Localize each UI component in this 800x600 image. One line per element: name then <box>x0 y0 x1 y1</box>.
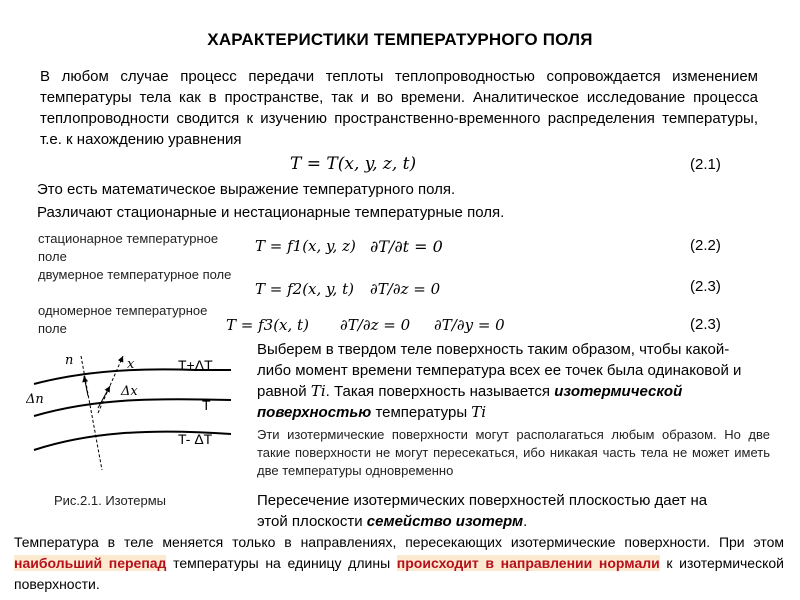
x-direction-line <box>98 356 123 413</box>
derivative-2-3a: ∂T/∂z = 0 <box>370 280 441 298</box>
equation-2-2-number: (2.2) <box>690 237 721 254</box>
formula-2-2: T = f1(x, y, z) <box>255 237 356 255</box>
derivative-2-3b-z: ∂T/∂z = 0 <box>340 316 411 334</box>
page-title: ХАРАКТЕРИСТИКИ ТЕМПЕРАТУРНОГО ПОЛЯ <box>207 30 593 49</box>
ti-symbol-2: Ti <box>471 403 487 421</box>
intersection-term: семейство изотерм <box>366 513 524 530</box>
bottom-part2: температуры на единицу длины <box>173 555 391 571</box>
bottom-part1: Температура в теле меняется только в направлениях, пересекающих изотермические поверхности. При этом <box>14 534 784 550</box>
equation-2-1: T = T(x, y, z, t) <box>290 154 417 174</box>
label-n: n <box>65 353 74 368</box>
highlight-largest-drop: наибольший перепад <box>14 555 167 571</box>
equation-2-3b-number: (2.3) <box>690 316 721 333</box>
label-dn: Δn <box>26 392 44 407</box>
isotherm-text-part1: Выберем в твердом теле поверхность таким образом, чтобы какой-либо момент времени температура всех ее точек была одинаковой и равной <box>257 341 742 400</box>
intro-paragraph: В любом случае процесс передачи теплоты теплопроводностью сопровождается изменением температуры тела как в пространстве, так и во времени. Аналитическое исследование процесса теплопроводности сводится к изучению пространственно-временного распределения температуры, т.е. к нахождению уравнения <box>40 68 758 148</box>
label-1d-field: одномерное температурное поле <box>38 303 208 336</box>
equation-2-3a-number: (2.3) <box>690 278 721 295</box>
intersection-text-main: Пересечение изотермических поверхностей плоскостью дает на этой плоскости <box>257 492 708 530</box>
isotherm-definition <box>257 339 757 423</box>
derivative-2-3b-y: ∂T/∂y = 0 <box>434 316 505 334</box>
label-stationary-field: стационарное температурное поле <box>38 231 219 264</box>
equation-2-1-number: (2.1) <box>690 156 721 173</box>
bottom-part3: к изотермической поверхности. <box>14 555 784 592</box>
label-t-minus: T- ΔT <box>178 431 213 447</box>
ti-symbol: Ti <box>310 382 326 400</box>
highlight-normal-direction: происходит в направлении нормали <box>396 555 660 571</box>
label-dx: Δx <box>121 384 138 399</box>
isotherm-term: изотермической поверхностью <box>257 383 683 421</box>
field-types-statement: Различают стационарные и нестационарные температурные поля. <box>37 204 505 221</box>
formula-2-3b: T = f3(x, t) <box>226 316 309 334</box>
intersection-text <box>257 490 737 532</box>
derivative-2-2: ∂T/∂t = 0 <box>370 237 443 256</box>
label-t: T <box>202 397 211 413</box>
isotherm-note: Эти изотермические поверхности могут располагаться любым образом. Но две такие поверхности не могут пересекаться, ибо никакая часть тела не может иметь две температуры одновременно <box>257 427 770 478</box>
intersection-end: . <box>523 513 528 530</box>
bottom-paragraph <box>14 532 784 595</box>
math-expression-statement: Это есть математическое выражение температурного поля. <box>37 181 456 198</box>
label-t-plus: T+ΔT <box>178 357 213 373</box>
formula-2-3a: T = f2(x, y, t) <box>255 280 354 298</box>
isotherm-text-part2: . Такая поверхность называется <box>325 383 551 400</box>
label-2d-field: двумерное температурное поле <box>38 267 232 282</box>
isotherm-text-part3: температуры <box>375 404 468 421</box>
dx-arrow <box>98 386 110 408</box>
isotherms-figure <box>26 348 248 483</box>
dn-arrow <box>84 376 88 396</box>
label-x: x <box>127 357 135 372</box>
figure-caption: Рис.2.1. Изотермы <box>54 493 166 508</box>
